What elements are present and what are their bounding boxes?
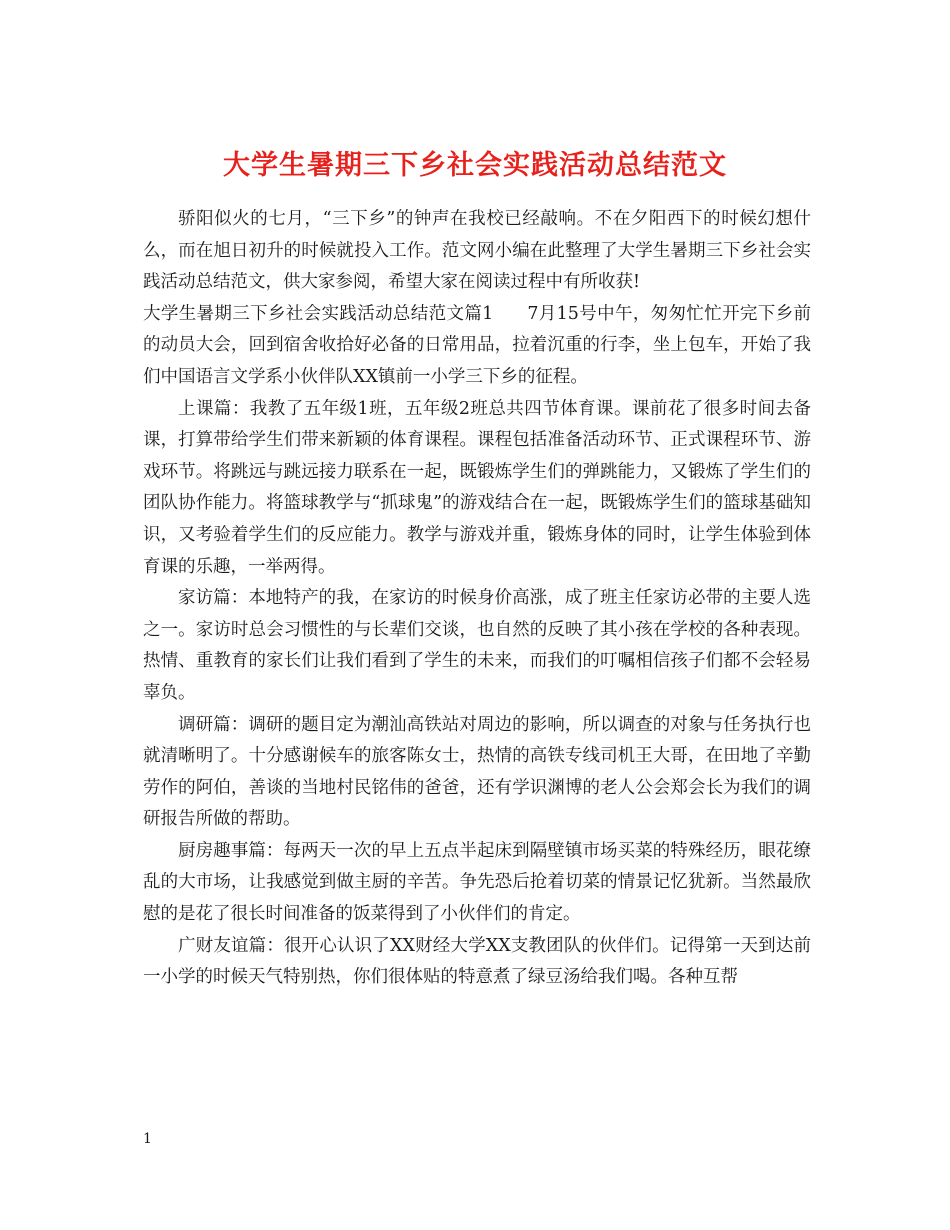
paragraph-class: 上课篇：我教了五年级1班，五年级2班总共四节体育课。课前花了很多时间去备课，打算带给学生们带来新颖的体育课程。课程包括准备活动环节、正式课程环节、游戏环节。将跳远与跳远接力联系在一起，既锻炼学生们的弹跳能力，又锻炼了学生们的团队协作能力。将篮球教学与“抓球鬼”的游戏结合在一起，既锻炼学生们的篮球基础知识，又考验着学生们的反应能力。教学与游戏并重，锻炼身体的同时，让学生体验到体育课的乐趣，一举两得。: [143, 398, 811, 577]
paragraph-friendship: 广财友谊篇：很开心认识了XX财经大学XX支教团队的伙伴们。记得第一天到达前一小学的时候天气特别热，你们很体贴的特意煮了绿豆汤给我们喝。各种互帮: [143, 935, 811, 988]
paragraph-kitchen: 厨房趣事篇：每两天一次的早上五点半起床到隔壁镇市场买菜的特殊经历，眼花缭乱的大市场，让我感觉到做主厨的辛苦。争先恐后抢着切菜的情景记忆犹新。当然最欣慰的是花了很长时间准备的饭菜得到了小伙伴们的肯定。: [143, 840, 811, 925]
document-title: 大学生暑期三下乡社会实践活动总结范文: [223, 150, 727, 182]
document-body: [143, 204, 811, 994]
paragraph-home-visit: 家访篇：本地特产的我，在家访的时候身价高涨，成了班主任家访必带的主要人选之一。家访时总会习惯性的与长辈们交谈，也自然的反映了其小孩在学校的各种表现。热情、重教育的家长们让我们看到了学生的未来，而我们的叮嘱相信孩子们都不会轻易辜负。: [143, 588, 811, 703]
section-heading: 大学生暑期三下乡社会实践活动总结范文篇1: [143, 303, 494, 324]
intro-paragraph: 骄阳似火的七月，“三下乡”的钟声在我校已经敲响。不在夕阳西下的时候幻想什么，而在旭日初升的时候就投入工作。范文网小编在此整理了大学生暑期三下乡社会实践活动总结范文，供大家参阅，希望大家在阅读过程中有所收获!: [143, 209, 811, 293]
section-first-text: 7月15号中午，匆匆忙忙开完下乡前的动员大会，回到宿舍收拾好必备的日常用品，拉着沉重的行李，坐上包车，开始了我们中国语言文学系小伙伴队XX镇前一小学三下乡的征程。: [143, 303, 811, 387]
page-number: 1: [143, 1131, 152, 1147]
paragraph-research: 调研篇：调研的题目定为潮汕高铁站对周边的影响，所以调查的对象与任务执行也就清晰明了。十分感谢候车的旅客陈女士，热情的高铁专线司机王大哥，在田地了辛勤劳作的阿伯，善谈的当地村民铭伟的爸爸，还有学识渊博的老人公会郑会长为我们的调研报告所做的帮助。: [143, 714, 811, 830]
section-first-paragraph: [143, 299, 811, 394]
